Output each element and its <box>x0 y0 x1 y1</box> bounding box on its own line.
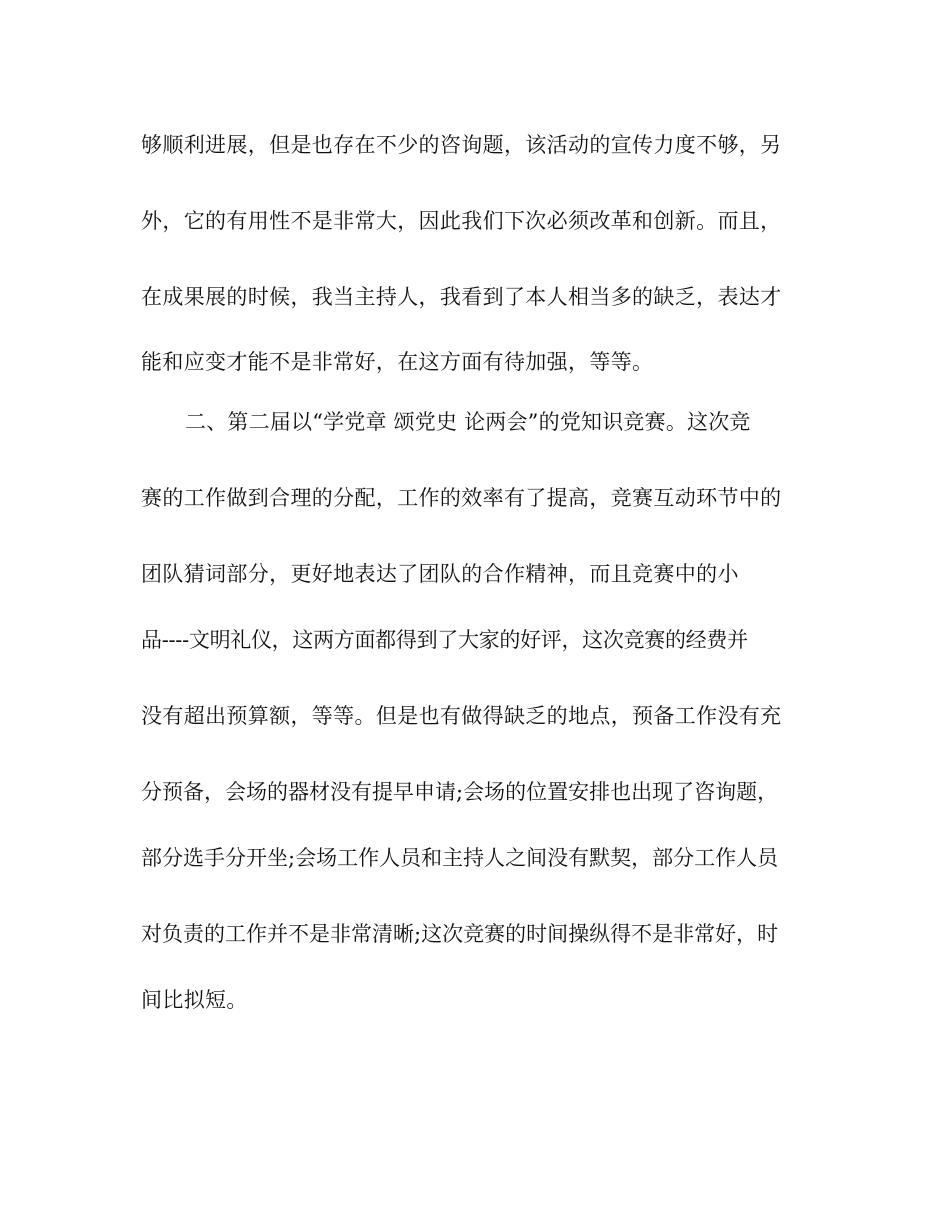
text-line-12: 对负责的工作并不是非常清晰;这次竞赛的时间操纵得不是非常好，时 <box>141 922 779 946</box>
text-line-9: 没有超出预算额，等等。但是也有做得缺乏的地点，预备工作没有充 <box>141 704 782 728</box>
text-line-13: 间比拟短。 <box>141 988 248 1012</box>
text-line-8: 品----文明礼仪，这两方面都得到了大家的好评，这次竞赛的经费并 <box>141 628 748 652</box>
paragraph-2-first-line: 二、第二届以“学党章 颂党史 论两会”的党知识竞赛。这次竞 <box>185 410 751 434</box>
text-line-10: 分预备，会场的器材没有提早申请;会场的位置安排也出现了咨询题， <box>141 780 779 804</box>
text-line-3: 在成果展的时候，我当主持人，我看到了本人相当多的缺乏，表达才 <box>141 285 782 309</box>
text-line-11: 部分选手分开坐;会场工作人员和主持人之间没有默契，部分工作人员 <box>141 846 779 870</box>
text-line-4: 能和应变才能不是非常好，在这方面有待加强，等等。 <box>141 350 654 374</box>
text-line-7: 团队猜词部分，更好地表达了团队的合作精神，而且竞赛中的小 <box>141 562 739 586</box>
text-line-2: 外，它的有用性不是非常大，因此我们下次必须改革和创新。而且， <box>141 209 782 233</box>
text-line-1: 够顺利进展，但是也存在不少的咨询题，该活动的宣传力度不够，另 <box>141 133 782 157</box>
text-line-6: 赛的工作做到合理的分配，工作的效率有了提高，竞赛互动环节中的 <box>141 486 782 510</box>
